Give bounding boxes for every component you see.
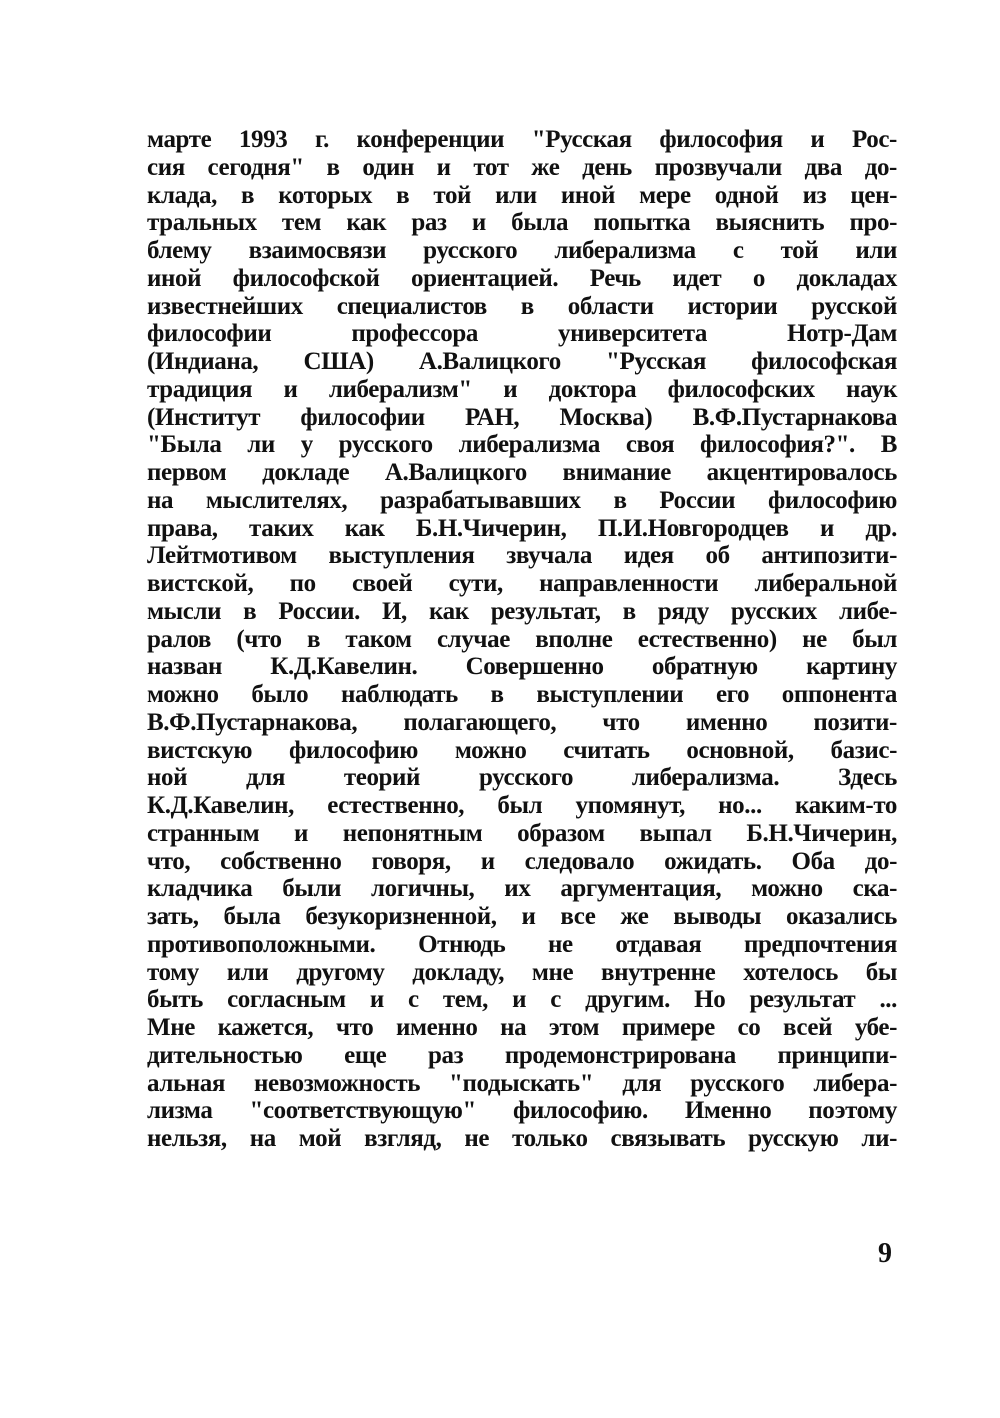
text-line: Лейтмотивом выступления звучала идея об антипозити- [147, 542, 897, 570]
text-line: традиция и либерализм" и доктора философских наук [147, 375, 897, 403]
text-line: быть согласным и с тем, и с другим. Но результат ... [147, 986, 897, 1014]
text-line: ной для теорий русского либерализма. Здесь [147, 764, 897, 792]
text-line: права, таких как Б.Н.Чичерин, П.И.Новгородцев и др. [147, 514, 897, 542]
text-line: дительностью еще раз продемонстрирована принципи- [147, 1041, 897, 1069]
text-line: клада, в которых в той или иной мере одной из цен- [147, 181, 897, 209]
text-line: кладчика были логичны, их аргументация, можно ска- [147, 875, 897, 903]
text-line: зать, была безукоризненной, и все же выводы оказались [147, 903, 897, 930]
text-line: известнейших специалистов в области истории русской [147, 292, 897, 320]
text-line: тому или другому докладу, мне внутренне хотелось бы [147, 958, 897, 986]
text-line: сия сегодня" в один и тот же день прозвучали два до- [147, 153, 897, 181]
text-line: странным и непонятным образом выпал Б.Н.Чичерин, [147, 819, 897, 847]
text-line: противоположными. Отнюдь не отдавая предпочтения [147, 930, 897, 958]
text-line: В.Ф.Пустарнакова, полагающего, что именно позити- [147, 708, 897, 736]
text-line: тральных тем как раз и была попытка выяснить про- [147, 209, 897, 237]
text-line: иной философской ориентацией. Речь идет о докладах [147, 264, 897, 292]
page-number: 9 [878, 1238, 892, 1269]
text-line: (Институт философии РАН, Москва) В.Ф.Пустарнакова [147, 403, 897, 431]
text-line: К.Д.Кавелин, естественно, был упомянут, но... каким-то [147, 792, 897, 819]
text-line: Мне кажется, что именно на этом примере со всей убе- [147, 1014, 897, 1041]
body-text [147, 126, 897, 1153]
text-line: марте 1993 г. конференции "Русская философия и Рос- [147, 126, 897, 153]
text-line: философии профессора университета Нотр-Дам [147, 320, 897, 348]
text-line: вистской, по своей сути, направленности либеральной [147, 570, 897, 597]
text-line: вистскую философию можно считать основной, базис- [147, 736, 897, 764]
text-line: ралов (что в таком случае вполне естественно) не был [147, 625, 897, 653]
text-line: альная невозможность "подыскать" для русского либера- [147, 1069, 897, 1097]
text-line: первом докладе А.Валицкого внимание акцентировалось [147, 459, 897, 486]
text-line: назван К.Д.Кавелин. Совершенно обратную картину [147, 653, 897, 681]
text-line: нельзя, на мой взгляд, не только связывать русскую ли- [147, 1125, 897, 1152]
text-line: можно было наблюдать в выступлении его оппонента [147, 681, 897, 708]
text-line: на мыслителях, разрабатывавших в России философию [147, 486, 897, 514]
text-line: лизма "соответствующую" философию. Именно поэтому [147, 1097, 897, 1125]
text-line: что, собственно говоря, и следовало ожидать. Оба до- [147, 847, 897, 875]
text-line: блему взаимосвязи русского либерализма с той или [147, 237, 897, 264]
text-line: мысли в России. И, как результат, в ряду русских либе- [147, 597, 897, 625]
text-line: (Индиана, США) А.Валицкого "Русская философская [147, 348, 897, 375]
text-line: "Была ли у русского либерализма своя философия?". В [147, 431, 897, 459]
